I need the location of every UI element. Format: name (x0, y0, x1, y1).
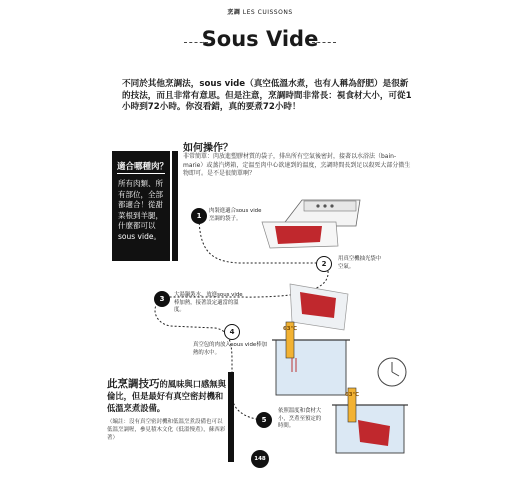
cooking-pot-with-meat-illustration (332, 388, 408, 453)
tip-lead: 此烹調技巧 (107, 378, 160, 390)
sidebar-question: 適合哪種肉？ (117, 162, 169, 172)
vacuum-sealer-illustration (262, 200, 360, 248)
step-1-number: 1 (191, 208, 207, 224)
thermometer-2-readout: 63℃ (345, 392, 360, 398)
header-category: 烹調 (227, 9, 241, 16)
tip-main-text (107, 378, 227, 414)
page-title: Sous Vide (201, 27, 319, 51)
technique-tip-box (107, 378, 227, 442)
sidebar-accent-bar (172, 151, 178, 261)
tip-editor-note: （編註：沒有真空密封機和低溫烹煮設備也可以低溫烹調喔，參見積木文化《低溫慢煮》，蘇西彩著） (107, 419, 226, 441)
page-header (0, 7, 520, 16)
step-3-number: 3 (154, 291, 170, 307)
meat-suitability-sidebar (112, 151, 170, 261)
thermometer-1-readout: 63℃ (283, 326, 298, 332)
how-to-heading: 如何操作？ (183, 143, 233, 154)
header-section: LES CUISSONS (242, 9, 293, 16)
page-number: 148 (251, 450, 269, 468)
step-5-text: 依照溫度和食材大小，烹煮至預定的時間。 (278, 408, 322, 429)
step-2-number: 2 (316, 256, 332, 272)
step-4-number: 4 (224, 324, 240, 340)
step-5-number: 5 (256, 412, 272, 428)
step-3-text: 大湯鍋裝水，放進sous vide棒加熱，接著設定適當的溫度。 (174, 292, 243, 313)
step-1-text: 肉裝進適合sous vide烹調的袋子。 (209, 208, 262, 222)
clock-icon (378, 358, 406, 386)
sidebar-divider (117, 173, 165, 174)
sealed-meat-bag-illustration (290, 284, 348, 330)
tip-body: 的風味與口感無與倫比，但是最好有真空密封機和低溫烹煮設備。 (107, 379, 226, 413)
intro-paragraph: 不同於其他烹調法，sous vide（真空低溫水煮，也有人稱為舒肥）是很新的技法，而且非常有意思。但是注意，烹調時間非常長：視食材大小，可從1小時到72小時。你沒看錯，真的要煮72小時！ (122, 79, 412, 112)
how-to-paragraph: 非常簡單：肉放進塑膠材質的袋子，排出所有空氣後密封，接著以水浴法（bain-marie）或蒸汽烤箱，定溫至肉中心欲達到的溫度，烹調時間長到足以殺死大部分微生物即可。是不是很簡單啊？ (183, 153, 411, 177)
step-4-text: 真空包的肉放入sous vide棒加熱的水中。 (193, 342, 267, 356)
step-2-text: 用真空機抽光袋中空氣。 (338, 256, 382, 270)
tip-accent-bar (228, 372, 234, 462)
sidebar-answer: 所有肉類、所有部位，全部都適合！從甜菜根到羊腿，什麼都可以sous vide。 (118, 179, 163, 241)
